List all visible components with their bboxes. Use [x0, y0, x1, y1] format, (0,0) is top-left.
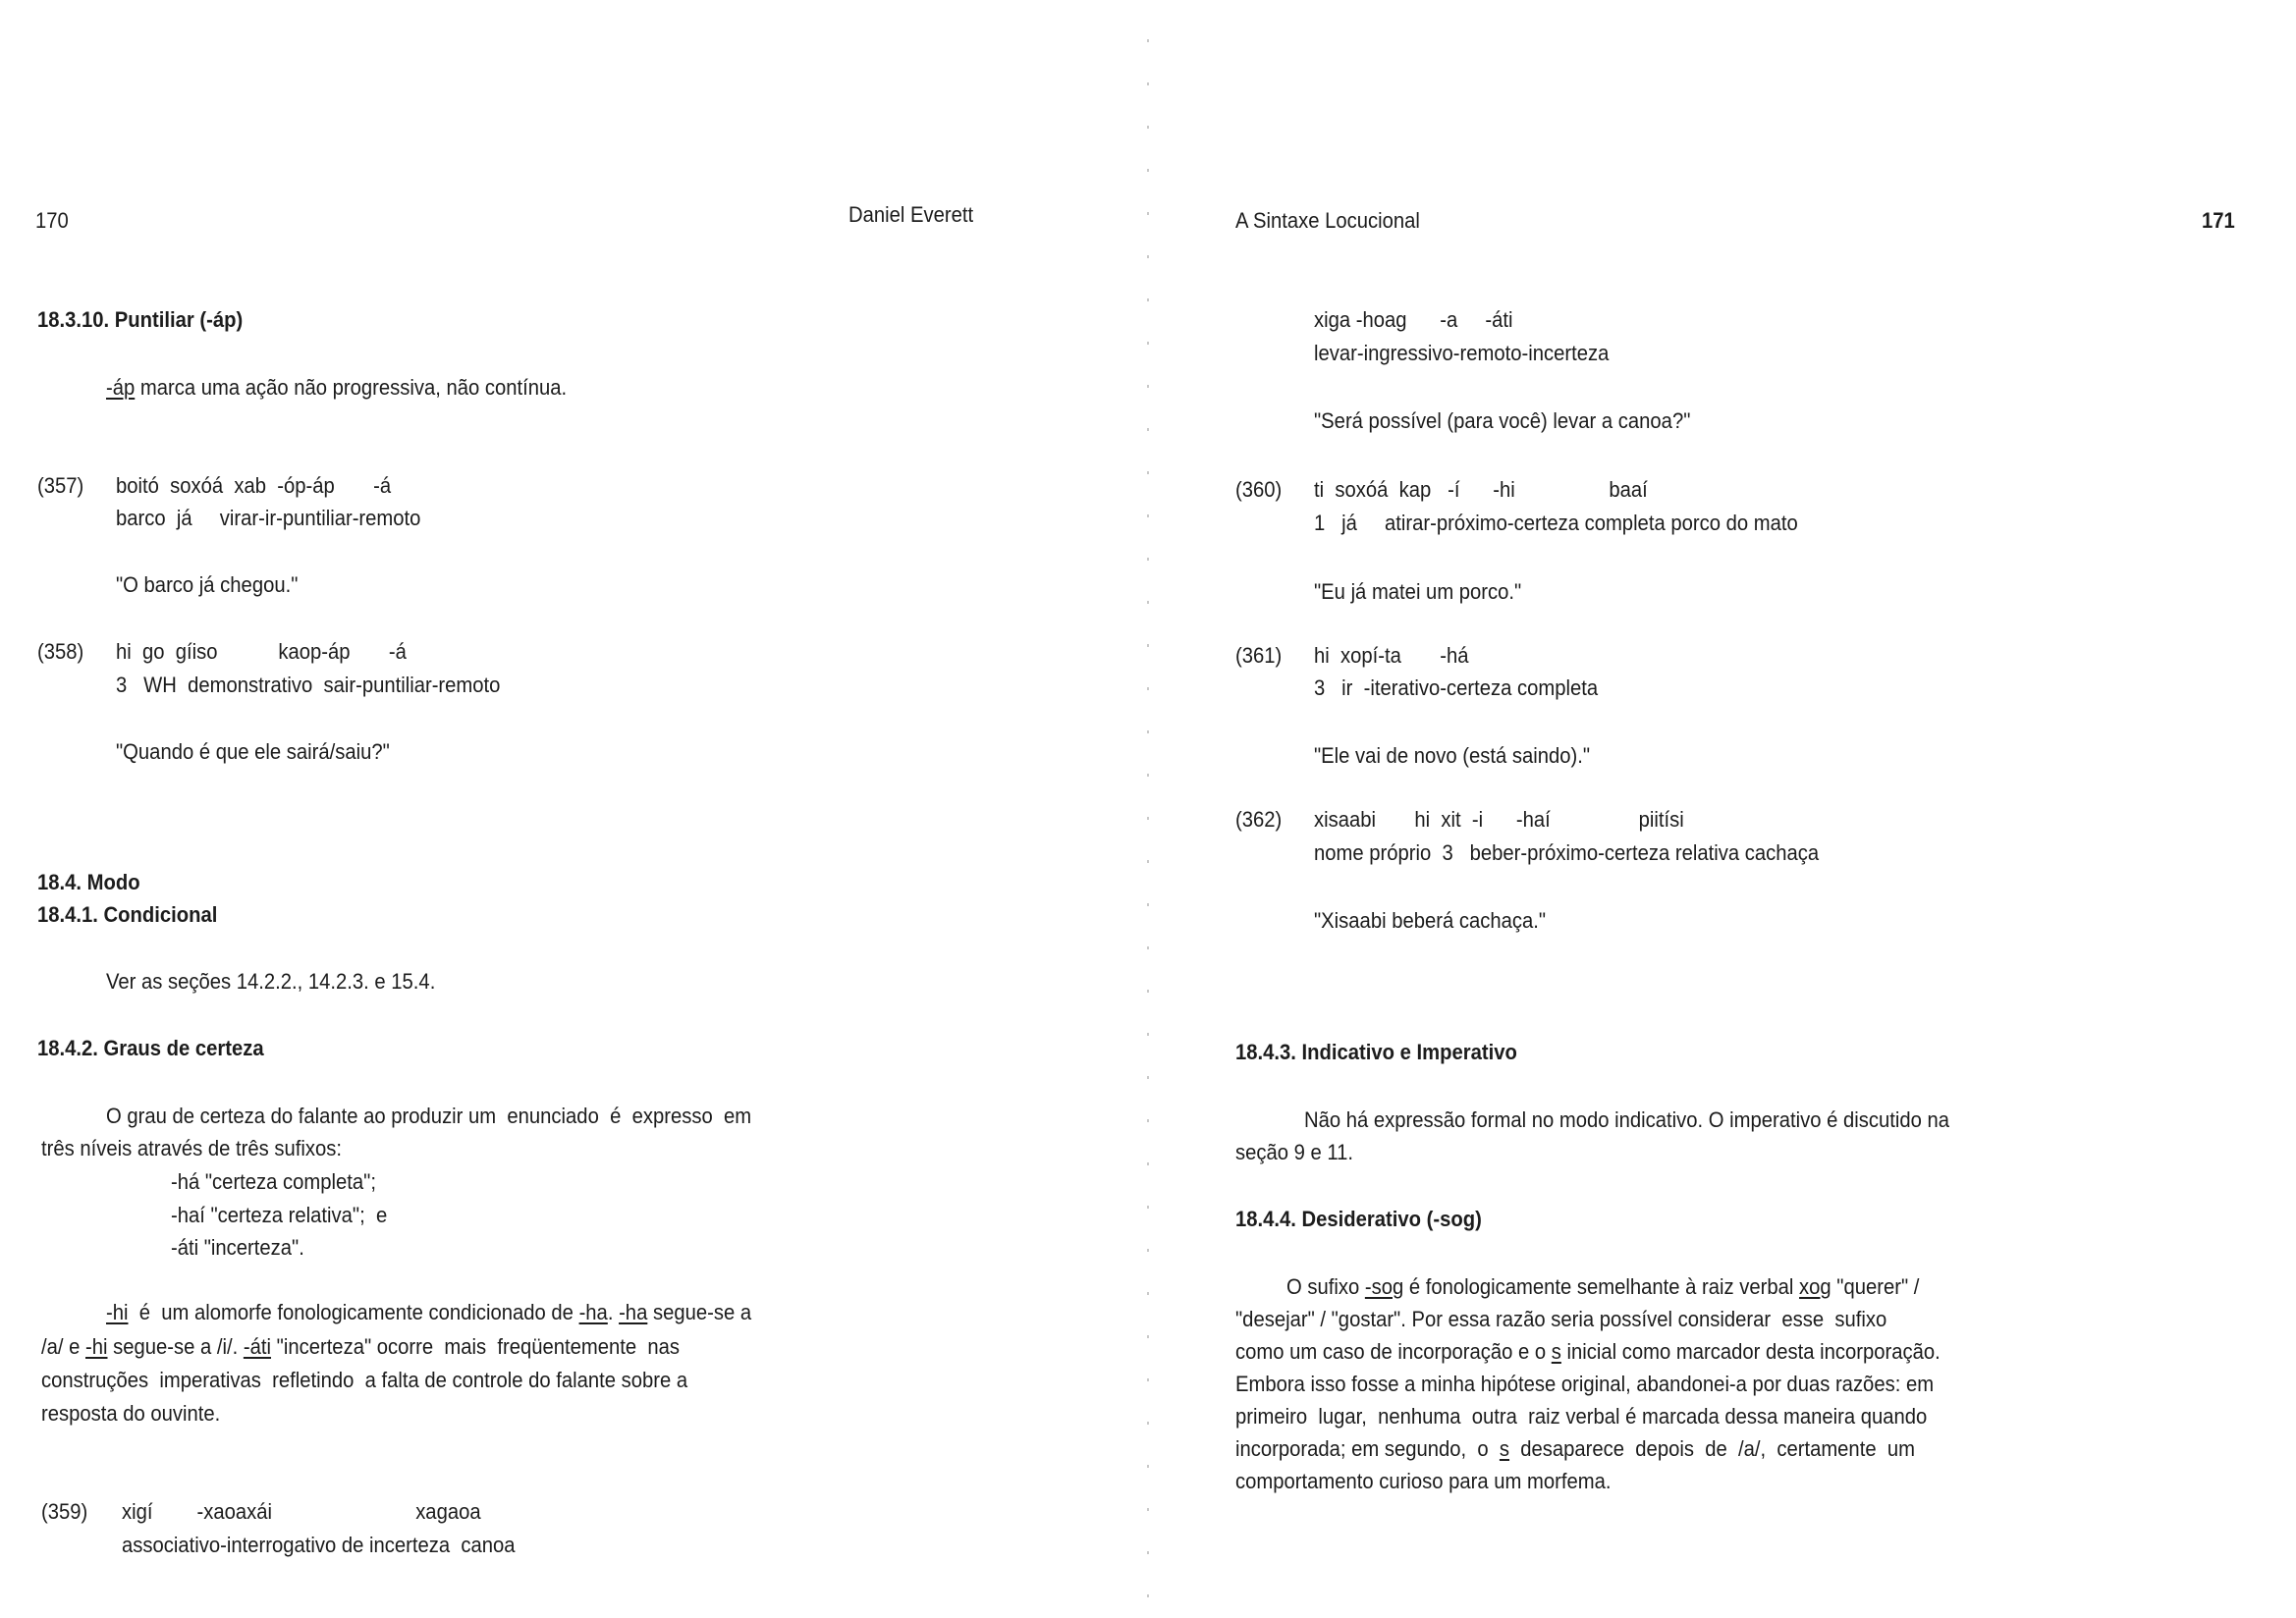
heading-18-4-3: 18.4.3. Indicativo e Imperativo	[1235, 1040, 1517, 1064]
suffix-ap: -áp	[106, 375, 136, 400]
list-item: -haí "certeza relativa"; e	[171, 1203, 388, 1227]
running-head-left: Daniel Everett	[848, 202, 974, 227]
example-gloss: barco já virar-ir-puntiliar-remoto	[116, 506, 421, 530]
paragraph-line: Não há expressão formal no modo indicativo. O imperativo é discutido na	[1304, 1107, 1950, 1132]
example-number: (362)	[1235, 807, 1283, 832]
paragraph-line: seção 9 e 11.	[1235, 1140, 1354, 1164]
example-morphemes: ti soxóá kap -í -hi baaí	[1314, 477, 1648, 502]
list-item: -há "certeza completa";	[171, 1169, 376, 1194]
paragraph-line: construções imperativas refletindo a falta de controle do falante sobre a	[41, 1368, 688, 1392]
heading-18-3-10: 18.3.10. Puntiliar (-áp)	[37, 307, 244, 332]
example-translation: "Eu já matei um porco."	[1314, 579, 1522, 604]
example-morphemes: hi xopí-ta -há	[1314, 643, 1469, 668]
example-gloss: 1 já atirar-próximo-certeza completa porco do mato	[1314, 511, 1798, 535]
example-translation: "Quando é que ele sairá/saiu?"	[116, 739, 390, 764]
list-item: -áti "incerteza".	[171, 1235, 304, 1260]
heading-18-4: 18.4. Modo	[37, 870, 140, 894]
example-translation: "O barco já chegou."	[116, 572, 299, 597]
paragraph-line: O grau de certeza do falante ao produzir um enunciado é expresso em	[106, 1104, 752, 1128]
paragraph-line: "desejar" / "gostar". Por essa razão seria possível considerar esse sufixo	[1235, 1307, 1887, 1331]
example-morphemes: xisaabi hi xit -i -haí piitísi	[1314, 807, 1684, 832]
example-number: (359)	[41, 1499, 88, 1524]
example-morphemes: xiga -hoag -a -áti	[1314, 307, 1513, 332]
example-number: (360)	[1235, 477, 1283, 502]
paragraph-puntiliar: -áp marca uma ação não progressiva, não contínua.	[106, 375, 568, 400]
page-number-left: 170	[35, 208, 69, 233]
heading-18-4-4: 18.4.4. Desiderativo (-sog)	[1235, 1207, 1482, 1231]
example-gloss: levar-ingressivo-remoto-incerteza	[1314, 341, 1610, 365]
example-translation: "Será possível (para você) levar a canoa?"	[1314, 408, 1691, 433]
example-morphemes: hi go gíiso kaop-áp -á	[116, 639, 407, 664]
example-number: (361)	[1235, 643, 1283, 668]
paragraph-condicional: Ver as seções 14.2.2., 14.2.3. e 15.4.	[106, 969, 436, 994]
paragraph-line: primeiro lugar, nenhuma outra raiz verbal é marcada dessa maneira quando	[1235, 1404, 1928, 1429]
example-translation: "Xisaabi beberá cachaça."	[1314, 908, 1547, 933]
running-head-right: A Sintaxe Locucional	[1235, 208, 1420, 233]
example-gloss: 3 WH demonstrativo sair-puntiliar-remoto	[116, 673, 501, 697]
paragraph-line: comportamento curioso para um morfema.	[1235, 1469, 1612, 1493]
heading-18-4-1: 18.4.1. Condicional	[37, 902, 218, 927]
example-morphemes: boitó soxóá xab -óp-áp -á	[116, 473, 392, 498]
example-number: (357)	[37, 473, 84, 498]
paragraph-line: como um caso de incorporação e o s inicial como marcador desta incorporação.	[1235, 1339, 1941, 1364]
paragraph-line: /a/ e -hi segue-se a /i/. -áti "incerteza" ocorre mais freqüentemente nas	[41, 1334, 681, 1359]
heading-18-4-2: 18.4.2. Graus de certeza	[37, 1036, 264, 1060]
paragraph-line: três níveis através de três sufixos:	[41, 1136, 342, 1160]
example-number: (358)	[37, 639, 84, 664]
left-page	[0, 0, 1147, 1618]
paragraph-line: Embora isso fosse a minha hipótese original, abandonei-a por duas razões: em	[1235, 1372, 1935, 1396]
example-translation: "Ele vai de novo (está saindo)."	[1314, 743, 1591, 768]
right-page	[1149, 0, 2296, 1618]
example-gloss: nome próprio 3 beber-próximo-certeza relativa cachaça	[1314, 840, 1820, 865]
paragraph-line: O sufixo -sog é fonologicamente semelhante à raiz verbal xog "querer" /	[1286, 1274, 1920, 1299]
example-gloss: associativo-interrogativo de incerteza canoa	[122, 1533, 516, 1557]
paragraph-line: resposta do ouvinte.	[41, 1401, 221, 1426]
paragraph-line: -hi é um alomorfe fonologicamente condicionado de -ha. -ha segue-se a	[106, 1300, 752, 1324]
paragraph-line: incorporada; em segundo, o s desaparece depois de /a/, certamente um	[1235, 1436, 1915, 1461]
page-number-right: 171	[2202, 208, 2235, 233]
example-gloss: 3 ir -iterativo-certeza completa	[1314, 675, 1599, 700]
example-morphemes: xigí -xaoaxái xagaoa	[122, 1499, 481, 1524]
